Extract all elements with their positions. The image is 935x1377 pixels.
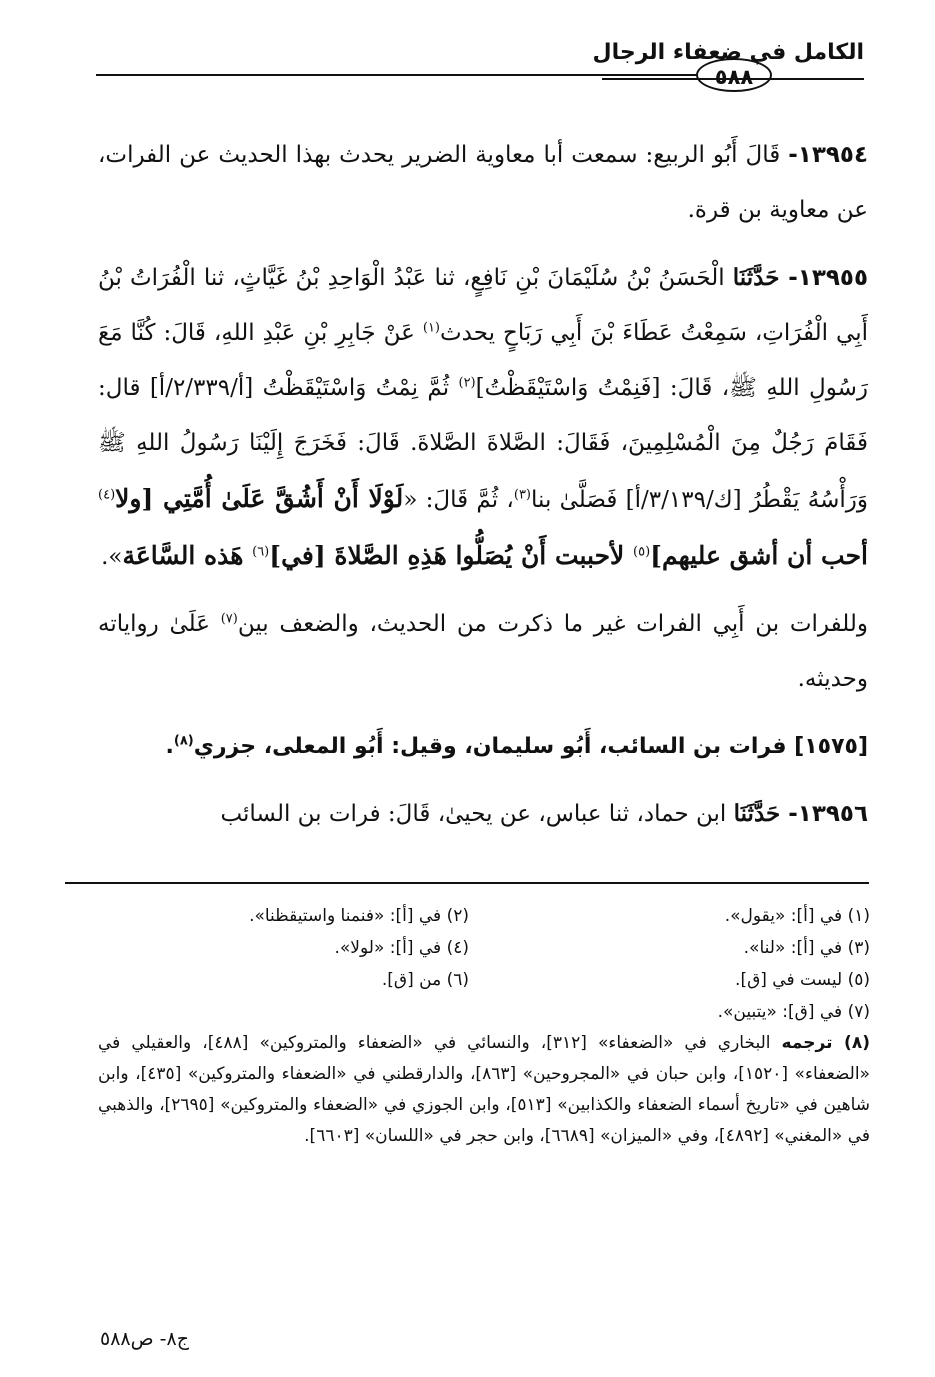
hadith-number: ١٣٩٥٦- [788, 801, 868, 827]
hadith-number: ١٣٩٥٤- [788, 142, 868, 168]
prophet-saying: هَذه السَّاعَة [122, 541, 253, 570]
footnotes [98, 902, 870, 1152]
prophet-saying: لَوْلَا أَنْ أَشُقَّ عَلَىٰ أُمَّتِي [ولا [115, 484, 404, 513]
footnote-8-text: البخاري في «الضعفاء» [٣١٢]، والنسائي في «الضعفاء والمتروكين» [٤٨٨]، والعقيلي في «الضعفاء» [١٥٢٠]، وابن حبان في «المجروحين» [٨٦٣]، والدارقطني في «الضعفاء والمتروكين» [٤٣٥]، وابن شاهين في «تاريخ أسماء الضعفاء والكذابين» [٥١٣]، وابن الجوزي في «الضعفاء والمتروكين» [٢٦٩٥]، والذهبي في «المغني» [٤٨٩٢]، وفي «الميزان» [٦٦٨٩]، وابن حجر في «اللسان» [٦٦٠٣]. [98, 1033, 870, 1146]
footnote-empty [98, 998, 469, 1026]
footnote-2: (٢) في [أ]: «فنمنا واستيقظنا». [249, 906, 469, 926]
header-rule-left [96, 74, 696, 76]
footnote-ref-5: (٥) [633, 544, 651, 560]
footnote-grid [98, 902, 870, 1026]
footnote-3: (٣) في [أ]: «لنا». [743, 938, 870, 958]
volume-page-signature: ج٨- ص٥٨٨ [100, 1328, 189, 1350]
hadith-text: ، ثُمَّ قَالَ: « [403, 487, 514, 513]
footnote-4: (٤) في [أ]: «لولا». [334, 938, 469, 958]
hadith-13955 [98, 250, 868, 585]
hadith-text: ». [101, 544, 123, 570]
footnote-ref-1: (١) [422, 320, 440, 336]
footnote-5: (٥) ليست في [ق]. [735, 970, 870, 990]
hadith-13956 [98, 786, 868, 842]
hadith-13954 [98, 128, 868, 238]
footnote-6: (٦) من [ق]. [381, 970, 469, 990]
entry-end: . [165, 734, 174, 759]
footnote-ref-6: (٦) [252, 544, 270, 560]
hadith-text: عَنْ جَابِرِ بْنِ عَبْدِ اللهِ، قَالَ: كُنَّا مَعَ رَسُولِ اللهِ ﷺ، قَالَ: [فَنِمْتُ وَاسْتَيْقَظْتُ] [98, 320, 868, 401]
prophet-saying: لأحببت أَنْ يُصَلُّوا هَذِهِ الصَّلاةَ [في] [269, 541, 634, 570]
hadith-number: ١٣٩٥٥- [788, 265, 868, 291]
footnote-8 [98, 1028, 870, 1152]
hadith-text: الْحَسَنُ بْنُ سُلَيْمَانَ بْنِ نَافِعٍ، ثنا عَبْدُ الْوَاحِدِ بْنُ غَيَّاثٍ، ثنا الْفُرَاتُ بْنُ أَبِي الْفُرَاتِ، سَمِعْتُ عَطَاءَ بْنَ أَبِي رَبَاحٍ يحدث [98, 265, 868, 346]
footnote-ref-2: (٢) [458, 375, 476, 391]
book-title: الكامل في ضعفاء الرجال [592, 40, 864, 65]
footnote-separator [65, 882, 869, 884]
footnote-ref-7: (٧) [220, 611, 238, 627]
closing-text: وللفرات بن أَبِي الفرات غير ما ذكرت من الحديث، والضعف بين [237, 611, 868, 637]
page-number-badge: ٥٨٨ [696, 58, 772, 92]
footnote-ref-4: (٤) [98, 487, 116, 503]
entry-title: [١٥٧٥] فرات بن السائب، أَبُو سليمان، وقيل: أَبُو المعلى، جزري [193, 734, 868, 759]
footnote-7: (٧) في [ق]: «يتبين». [717, 1002, 870, 1022]
footnote-ref-3: (٣) [513, 487, 531, 503]
hadith-lead: حَدَّثَنَا [733, 800, 789, 827]
page-header [96, 36, 864, 100]
closing-paragraph [98, 597, 868, 707]
hadith-text: ثُمَّ نِمْتُ وَاسْتَيْقَظْتُ [أ/٢/٣٣٩/أ] قال: فَقَامَ رَجُلٌ مِنَ الْمُسْلِمِينَ، فَقَالَ: الصَّلاةَ الصَّلاةَ. قَالَ: فَخَرَجَ إِلَيْنَا رَسُولُ اللهِ ﷺ وَرَأْسُهُ يَقْطُرُ [ك/٣/١٣٩/أ] فَصَلَّىٰ بنا [98, 375, 869, 513]
closing-text: عَلَىٰ رواياته وحديثه. [98, 611, 868, 692]
footnote-1: (١) في [أ]: «يقول». [724, 906, 870, 926]
main-text [98, 128, 868, 854]
footnote-ref-8: (٨) [173, 733, 194, 749]
prophet-saying: أحب أن أشق عليهم] [650, 541, 868, 570]
hadith-lead: حَدَّثَنَا [732, 264, 789, 291]
narrator-entry-heading [98, 719, 868, 774]
footnote-8-label: (٨) ترجمه [781, 1033, 870, 1053]
hadith-text: قَالَ أَبُو الربيع: سمعت أبا معاوية الضرير يحدث بهذا الحديث عن الفرات، عن معاوية بن قرة. [98, 142, 868, 223]
hadith-text: ابن حماد، ثنا عباس، عن يحيىٰ، قَالَ: فرات بن السائب [220, 801, 734, 827]
